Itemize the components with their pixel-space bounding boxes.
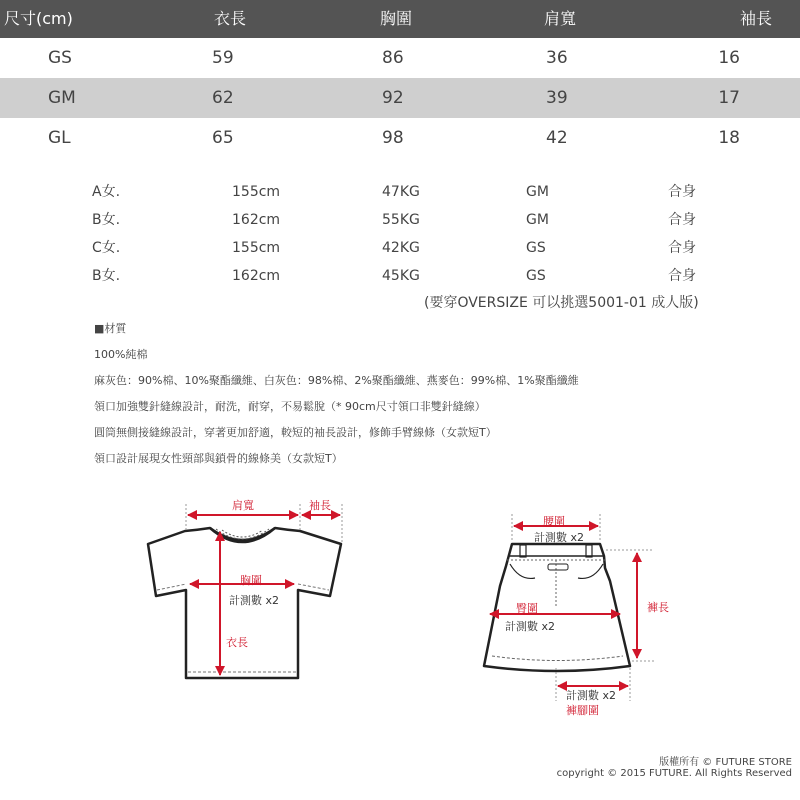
- table-cell: 86: [382, 48, 404, 68]
- fit-examples: [0, 178, 800, 290]
- fit-cell: 合身: [668, 240, 696, 256]
- hem-label: 褲腳圍: [566, 704, 599, 717]
- fit-cell: 155cm: [232, 240, 281, 256]
- table-row: [0, 38, 800, 78]
- table-cell: 18: [718, 128, 740, 148]
- material-line: 領口設計展現女性頸部與鎖骨的線條美（女款短T）: [94, 452, 343, 465]
- chest-note: 計測數 x2: [229, 594, 280, 607]
- measurement-diagrams: [0, 486, 800, 726]
- table-cell: 36: [546, 48, 568, 68]
- fit-row: [0, 206, 800, 234]
- header-chest: 胸圍: [380, 9, 413, 28]
- waist-label: 腰圍: [543, 515, 565, 528]
- table-row: [0, 78, 800, 118]
- fit-row: [0, 262, 800, 290]
- table-cell: 59: [212, 48, 234, 68]
- fit-cell: 合身: [668, 268, 696, 284]
- table-cell: 65: [212, 128, 234, 148]
- fit-cell: 55KG: [382, 212, 420, 228]
- fit-cell: GS: [526, 240, 546, 256]
- fit-cell: B女.: [92, 212, 121, 228]
- table-cell: GM: [48, 88, 76, 108]
- material-line: 領口加強雙針縫線設計，耐洗，耐穿，不易鬆脫（* 90cm尺寸領口非雙針縫線）: [94, 400, 486, 413]
- length-label: 衣長: [226, 636, 248, 649]
- hem-note: 計測數 x2: [566, 689, 617, 702]
- fit-row: [0, 234, 800, 262]
- material-line: 麻灰色：90%棉、10%聚酯纖維、白灰色：98%棉、2%聚酯纖維、燕麥色：99%棉、1%聚酯纖維: [94, 374, 579, 387]
- header-size: 尺寸(cm): [4, 9, 73, 28]
- header-sleeve: 袖長: [739, 9, 772, 28]
- material-heading: ■材質: [94, 322, 127, 335]
- fit-cell: 合身: [668, 184, 696, 200]
- table-cell: GS: [48, 48, 72, 68]
- copyright-cn: 版權所有 © FUTURE STORE: [659, 757, 792, 768]
- material-line: 圓筒無側接縫線設計，穿著更加舒適，較短的袖長設計，修飾手臂線條（女款短T）: [94, 426, 497, 439]
- table-cell: 62: [212, 88, 234, 108]
- fit-cell: 47KG: [382, 184, 420, 200]
- fit-row: [0, 178, 800, 206]
- table-cell: 42: [546, 128, 568, 148]
- hip-label: 臀圍: [516, 602, 538, 615]
- table-cell: 98: [382, 128, 404, 148]
- skirt-length-label: 褲長: [647, 601, 669, 614]
- waist-note: 計測數 x2: [534, 531, 585, 544]
- shoulder-label: 肩寬: [232, 499, 254, 512]
- copyright-en: copyright © 2015 FUTURE. All Rights Reserved: [556, 768, 792, 779]
- size-table-header: [0, 0, 800, 38]
- hip-note: 計測數 x2: [505, 620, 556, 633]
- table-cell: 16: [718, 48, 740, 68]
- fit-cell: 162cm: [232, 212, 281, 228]
- fit-cell: B女.: [92, 268, 121, 284]
- skirt-outline: [484, 544, 630, 671]
- fit-cell: A女.: [92, 184, 121, 200]
- size-table: [0, 0, 800, 158]
- material-section: [94, 320, 579, 476]
- oversize-note: (要穿OVERSIZE 可以挑選5001-01 成人版): [424, 295, 699, 311]
- fit-cell: 45KG: [382, 268, 420, 284]
- table-cell: 92: [382, 88, 404, 108]
- fit-cell: GM: [526, 184, 549, 200]
- header-length: 衣長: [214, 9, 247, 28]
- table-row: [0, 118, 800, 158]
- table-cell: 17: [718, 88, 740, 108]
- table-cell: GL: [48, 128, 71, 148]
- fit-cell: 42KG: [382, 240, 420, 256]
- fit-cell: 合身: [668, 212, 696, 228]
- fit-cell: C女.: [92, 240, 121, 256]
- fit-cell: GS: [526, 268, 546, 284]
- fit-cell: 162cm: [232, 268, 281, 284]
- diagram-graphics: [0, 486, 800, 726]
- table-cell: 39: [546, 88, 568, 108]
- header-shoulder: 肩寬: [544, 9, 577, 28]
- material-line: 100%純棉: [94, 348, 148, 361]
- fit-cell: GM: [526, 212, 549, 228]
- sleeve-label: 袖長: [309, 499, 331, 512]
- chest-label: 胸圍: [240, 574, 262, 587]
- fit-cell: 155cm: [232, 184, 281, 200]
